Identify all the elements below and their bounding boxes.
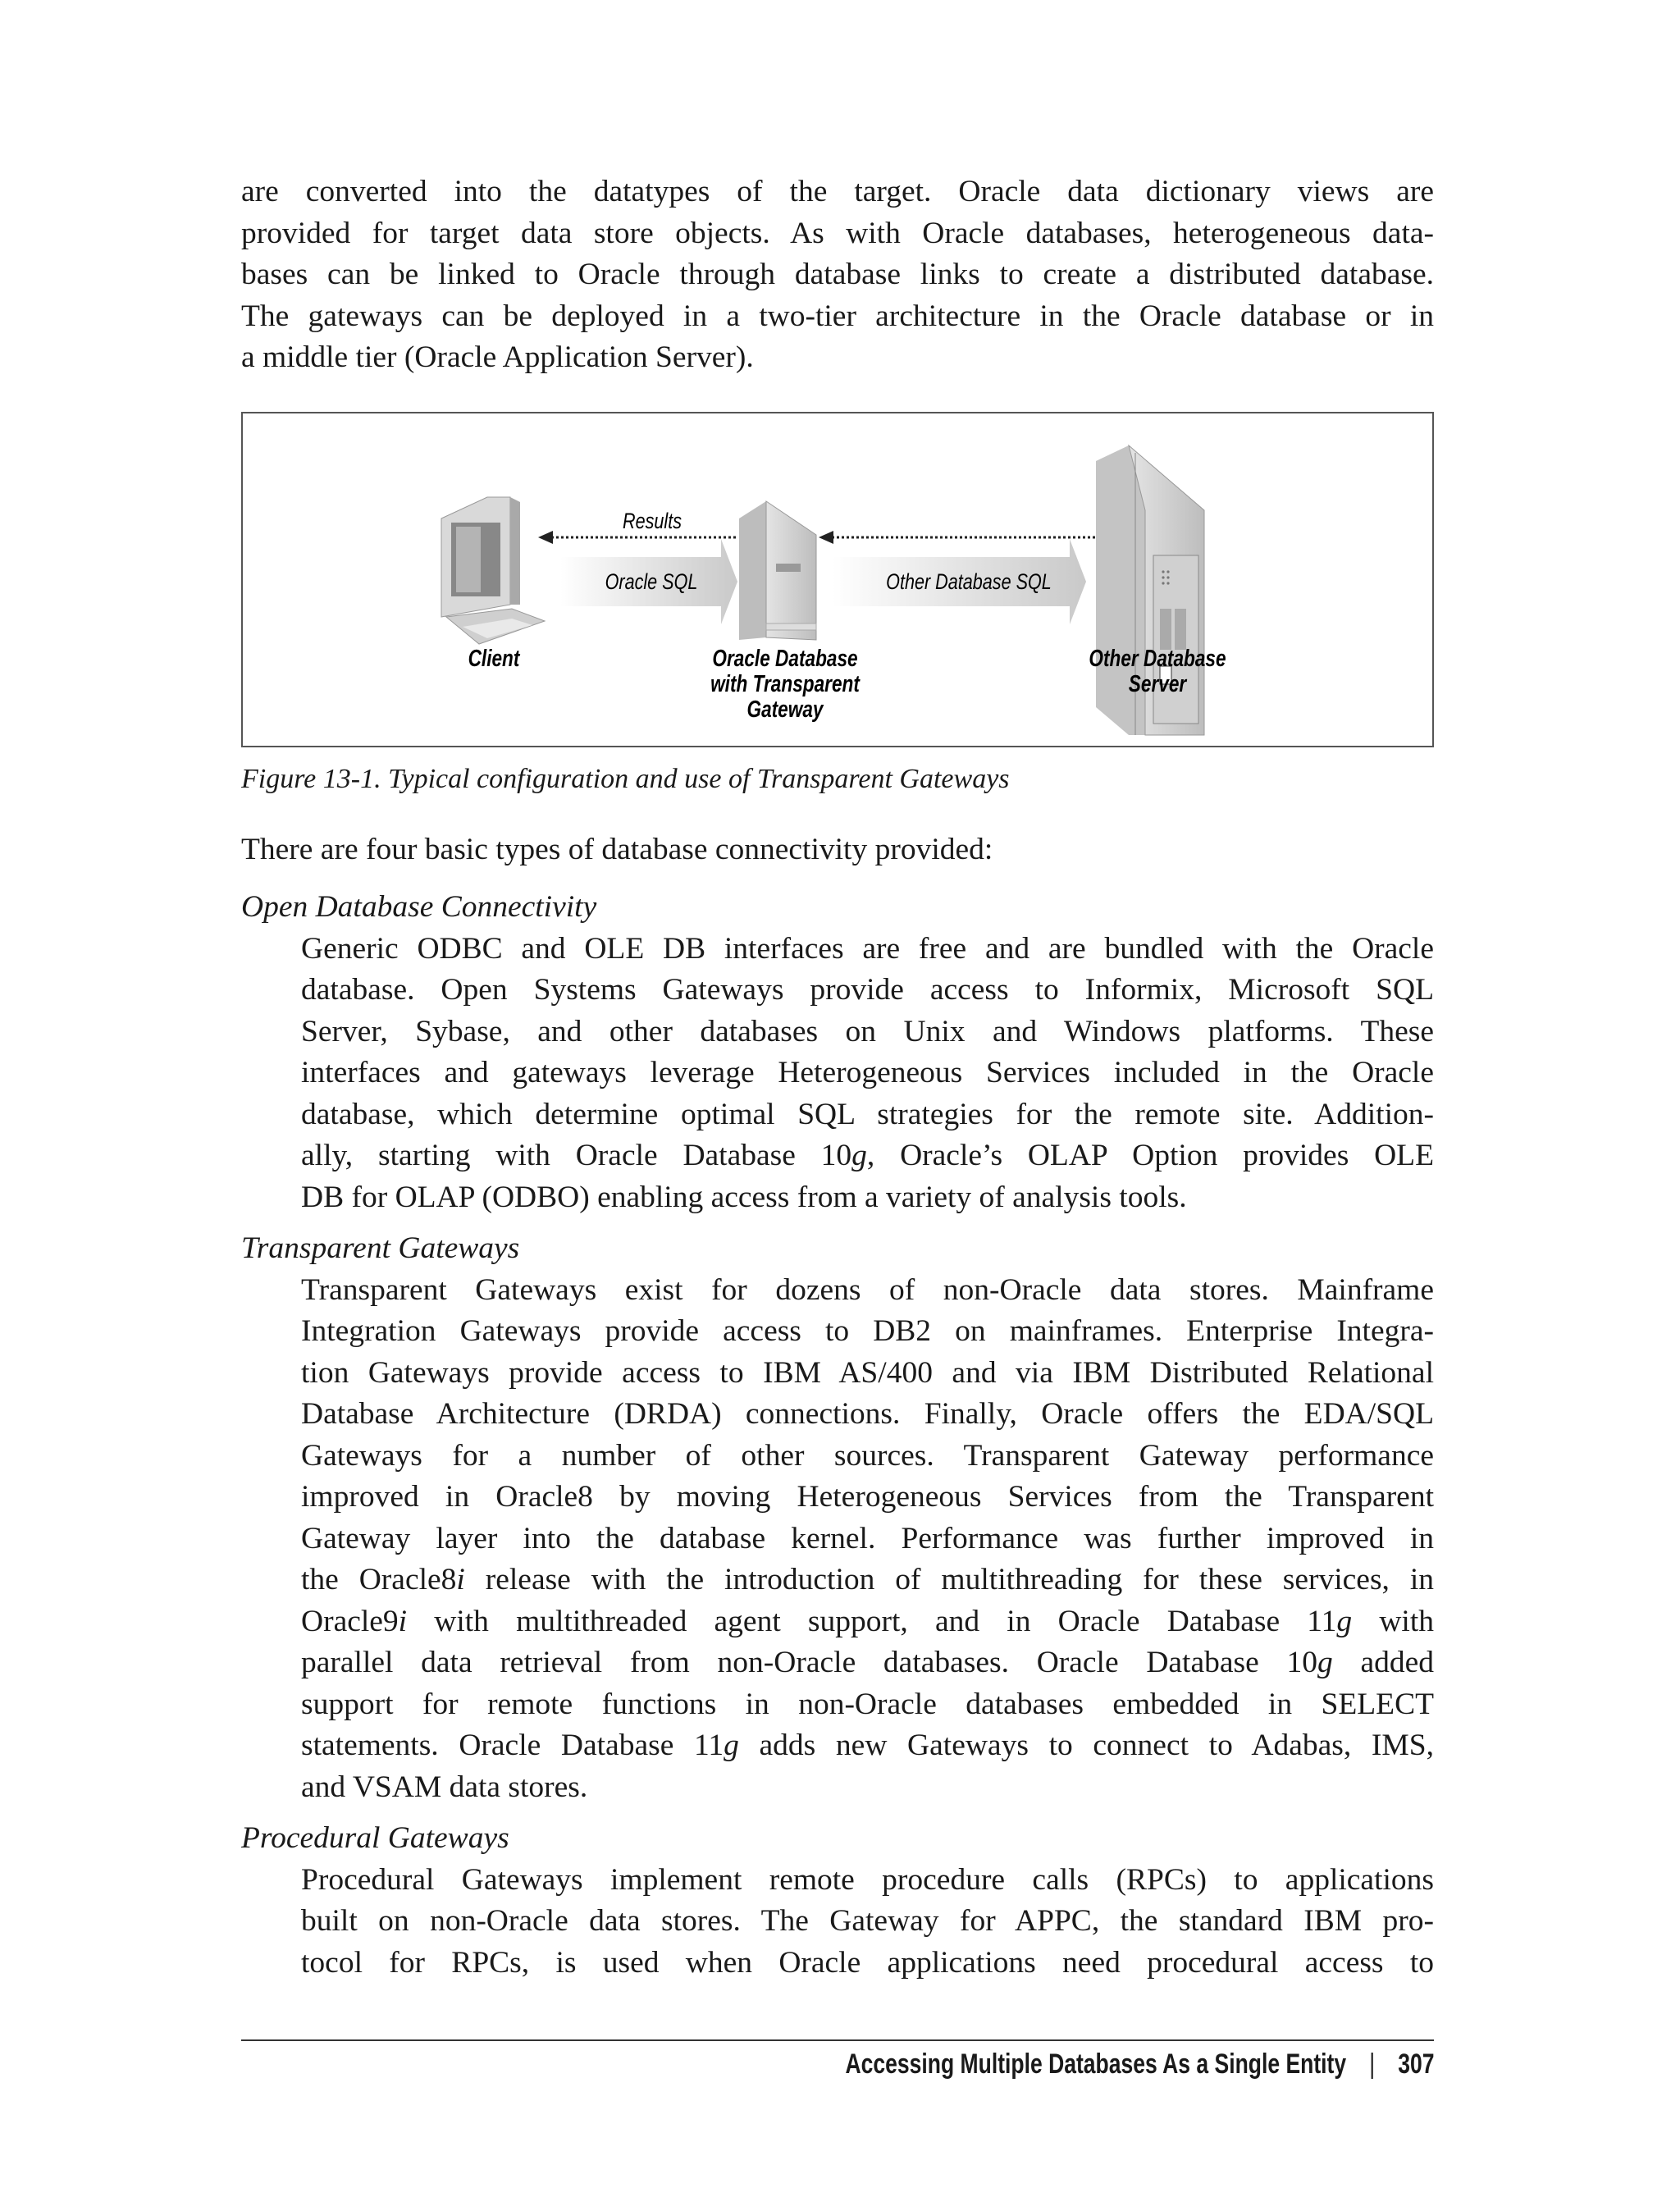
section-open-database-connectivity	[241, 887, 1434, 1218]
text-line	[241, 1560, 1434, 1601]
text-line	[241, 1901, 1434, 1943]
text: are converted into the datatypes of the target. Oracle data dictionary views are	[241, 175, 1434, 208]
client-label: Client	[468, 644, 520, 672]
definition-term: Procedural Gateways	[241, 1821, 509, 1855]
text: Server, Sybase, and other databases on Unix and Windows platforms. These	[301, 1014, 1434, 1048]
lead-sentence	[241, 829, 1434, 871]
text: Database Architecture (DRDA) connections. Finally, Oracle offers the EDA/SQL	[301, 1397, 1434, 1431]
footer-separator: |	[1368, 2048, 1375, 2080]
text: with	[1352, 1604, 1434, 1638]
text-line	[241, 829, 1434, 871]
page-footer	[845, 2046, 1434, 2082]
text-line	[241, 1394, 1434, 1436]
oracle-sql-label: Oracle SQL	[605, 569, 698, 595]
text: a middle tier (Oracle Application Server).	[241, 340, 754, 374]
text: tion Gateways provide access to IBM AS/400 and via IBM Distributed Relational	[301, 1355, 1434, 1390]
results-label: Results	[622, 509, 682, 534]
text: DB for OLAP (ODBO) enabling access from a variety of analysis tools.	[301, 1180, 1187, 1214]
italic-text: g	[1317, 1646, 1333, 1679]
text: adds new Gateways to connect to Adabas, IMS,	[738, 1729, 1434, 1762]
text: Oracle9	[301, 1604, 399, 1638]
text: Gateway layer into the database kernel. Performance was further improved in	[301, 1521, 1434, 1555]
text-line	[241, 1767, 1434, 1809]
text: release with the introduction of multithreading for these services, in	[464, 1563, 1434, 1596]
text: Procedural Gateways implement remote procedure calls (RPCs) to applications	[301, 1862, 1434, 1897]
definition-term: Open Database Connectivity	[241, 890, 597, 924]
text-line	[241, 1311, 1434, 1353]
text-line	[241, 1860, 1434, 1902]
italic-text: i	[398, 1604, 408, 1638]
oracle-db-label-line: Gateway	[746, 695, 824, 723]
text: There are four basic types of database connectivity provided:	[241, 833, 993, 866]
text: tocol for RPCs, is used when Oracle applications need procedural access to	[301, 1945, 1434, 1980]
text-line	[241, 1012, 1434, 1053]
text: provided for target data store objects. As with Oracle databases, heterogeneous data-	[241, 216, 1434, 250]
text: Integration Gateways provide access to DB2 on mainframes. Enterprise Integra-	[301, 1314, 1434, 1348]
italic-text: i	[456, 1563, 465, 1596]
italic-text: g	[851, 1139, 867, 1172]
text-line	[241, 1270, 1434, 1312]
text: added	[1332, 1646, 1434, 1679]
text: Transparent Gateways exist for dozens of non-Oracle data stores. Mainframe	[301, 1272, 1434, 1307]
text-line	[241, 1353, 1434, 1395]
text: the Oracle8	[301, 1563, 457, 1596]
text-line	[241, 213, 1434, 255]
text-line	[241, 254, 1434, 296]
text-line	[241, 1642, 1434, 1684]
text-line	[241, 1601, 1434, 1643]
text: database. Open Systems Gateways provide access to Informix, Microsoft SQL	[301, 973, 1434, 1007]
text: improved in Oracle8 by moving Heterogeneous Services from the Transparent	[301, 1480, 1434, 1514]
page-number: 307	[1397, 2048, 1434, 2080]
text-line	[241, 1477, 1434, 1519]
text-line	[241, 929, 1434, 971]
text: database, which determine optimal SQL strategies for the remote site. Addition-	[301, 1097, 1434, 1131]
section-procedural-gateways	[241, 1818, 1434, 1984]
text-line	[241, 1725, 1434, 1767]
text: statements. Oracle Database 11	[301, 1729, 724, 1762]
text: with multithreaded agent support, and in Oracle Database 11	[407, 1604, 1337, 1638]
text-line	[241, 1094, 1434, 1136]
oracle-db-label-line: with Transparent	[710, 669, 860, 697]
italic-text: g	[1336, 1604, 1353, 1638]
text-line	[241, 296, 1434, 338]
text: Gateways for a number of other sources. Transparent Gateway performance	[301, 1438, 1434, 1473]
text-line	[241, 1519, 1434, 1560]
text: interfaces and gateways leverage Heterogeneous Services included in the Oracle	[301, 1056, 1434, 1089]
text-line	[241, 970, 1434, 1012]
other-db-label-line: Server	[1128, 669, 1187, 697]
running-title: Accessing Multiple Databases As a Single Entity	[845, 2048, 1346, 2080]
text-line	[241, 1943, 1434, 1984]
section-transparent-gateways	[241, 1228, 1434, 1808]
footer-rule	[241, 2039, 1434, 2041]
text: and VSAM data stores.	[301, 1770, 588, 1804]
text: Generic ODBC and OLE DB interfaces are free and are bundled with the Oracle	[301, 931, 1434, 966]
oracle-db-label-line: Oracle Database	[712, 644, 858, 672]
text: support for remote functions in non-Oracle databases embedded in SELECT	[301, 1687, 1434, 1721]
text: parallel data retrieval from non-Oracle databases. Oracle Database 10	[301, 1646, 1317, 1679]
transparent-gateway-diagram	[241, 412, 1434, 747]
other-sql-label: Other Database SQL	[886, 569, 1052, 595]
text: bases can be linked to Oracle through database links to create a distributed database.	[241, 258, 1434, 291]
text-line	[241, 1135, 1434, 1177]
text-line	[241, 171, 1434, 213]
figure-13-1	[241, 412, 1434, 747]
text-line	[241, 1177, 1434, 1219]
text-line	[241, 337, 1434, 379]
intro-paragraph	[241, 171, 1434, 379]
text: built on non-Oracle data stores. The Gateway for APPC, the standard IBM pro-	[301, 1904, 1434, 1938]
figure-caption: Figure 13-1. Typical configuration and use of Transparent Gateways	[241, 764, 1010, 794]
text-line	[241, 1684, 1434, 1726]
italic-text: g	[724, 1729, 739, 1762]
text: , Oracle’s OLAP Option provides OLE	[866, 1139, 1434, 1172]
definition-term: Transparent Gateways	[241, 1231, 520, 1265]
text: ally, starting with Oracle Database 10	[301, 1139, 852, 1172]
text-line	[241, 1053, 1434, 1094]
text-line	[241, 1436, 1434, 1478]
other-db-label-line: Other Database	[1089, 644, 1226, 672]
text: The gateways can be deployed in a two-tier architecture in the Oracle database or in	[241, 299, 1434, 333]
